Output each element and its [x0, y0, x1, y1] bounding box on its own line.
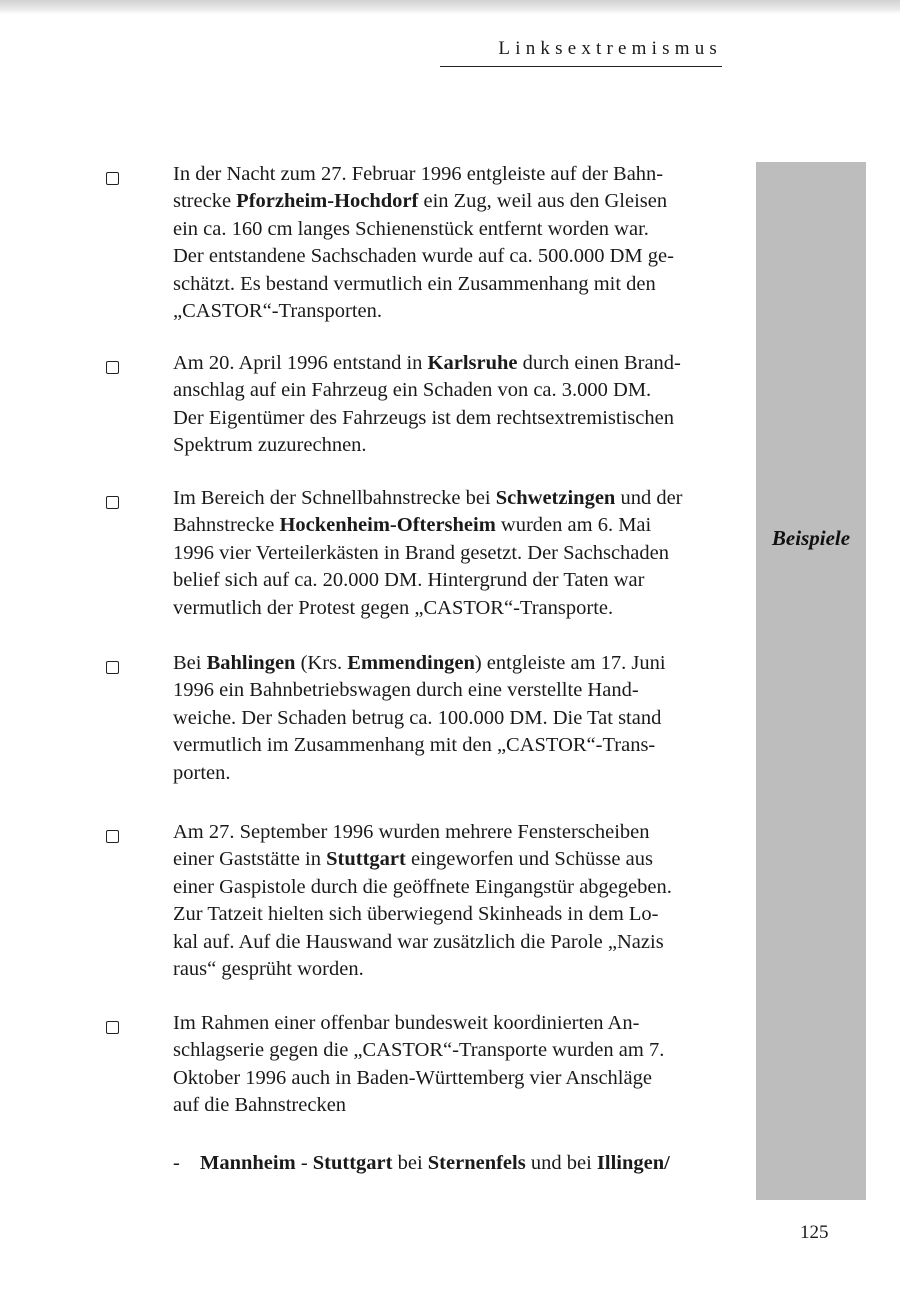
bold-place-name: Emmendingen	[347, 652, 475, 674]
running-head: Linksextremismus	[440, 38, 722, 67]
text-run: durch einen Brand-	[517, 352, 681, 374]
text-run: 1996 vier Verteilerkästen in Brand gesetzt. Der Sachschaden	[173, 541, 670, 564]
text-run: und der	[615, 487, 683, 509]
text-run: schätzt. Es bestand vermutlich ein Zusammenhang mit den	[173, 272, 656, 295]
text-run: ) entgleiste am 17. Juni	[474, 652, 666, 674]
text-run: raus“ gesprüht worden.	[173, 958, 364, 981]
bold-place-name: Bahlingen	[206, 652, 296, 674]
text-run: Bahnstrecke	[173, 514, 280, 537]
checkbox-icon	[106, 661, 119, 674]
text-run: Bei	[173, 652, 207, 674]
text-run: Spektrum zuzurechnen.	[173, 434, 367, 457]
text-run: Der entstandene Sachschaden wurde auf ca. 500.000 DM ge-	[173, 245, 674, 268]
checkbox-icon	[106, 172, 119, 185]
text-run: porten.	[173, 761, 231, 784]
margin-sidebar	[756, 162, 866, 1200]
entry-text	[173, 485, 726, 622]
bold-place-name: Sternenfels	[427, 1152, 526, 1174]
text-run: kal auf. Auf die Hauswand war zusätzlich die Parole „Nazis	[173, 930, 664, 953]
entry-text	[173, 161, 726, 325]
text-run: belief sich auf ca. 20.000 DM. Hintergrund der Taten war	[173, 569, 645, 592]
page-number: 125	[800, 1222, 829, 1243]
bold-place-name: Mannheim	[200, 1152, 296, 1174]
text-run: ein Zug, weil aus den Gleisen	[418, 190, 668, 213]
text-run: eingeworfen und Schüsse aus	[405, 848, 653, 871]
sidebar-label: Beispiele	[771, 526, 851, 550]
bold-place-name: Stuttgart	[326, 848, 406, 871]
text-run: auf die Bahnstrecken	[173, 1094, 347, 1117]
text-run: Im Bereich der Schnellbahnstrecke bei	[173, 487, 496, 509]
text-run: In der Nacht zum 27. Februar 1996 entgleiste auf der Bahn-	[173, 163, 664, 185]
text-run: strecke	[173, 190, 237, 213]
checkbox-icon	[106, 361, 119, 374]
text-run: ein ca. 160 cm langes Schienenstück entfernt worden war.	[173, 217, 649, 240]
entry-text	[173, 650, 726, 787]
text-run: vermutlich der Protest gegen „CASTOR“-Transporte.	[173, 596, 614, 619]
bold-place-name: Illingen/	[596, 1152, 670, 1174]
text-run: Im Rahmen einer offenbar bundesweit koordinierten An-	[173, 1012, 640, 1034]
text-run: Zur Tatzeit hielten sich überwiegend Skinheads in dem Lo-	[173, 903, 659, 926]
sub-bullet-text	[200, 1150, 670, 1177]
text-run: Der Eigentümer des Fahrzeugs ist dem rechtsextremistischen	[173, 406, 674, 429]
text-run: 1996 ein Bahnbetriebswagen durch eine verstellte Hand-	[173, 679, 639, 702]
text-run: -	[295, 1152, 313, 1174]
text-run: anschlag auf ein Fahrzeug ein Schaden von ca. 3.000 DM.	[173, 379, 652, 402]
dash-marker: -	[173, 1152, 180, 1174]
text-run: weiche. Der Schaden betrug ca. 100.000 DM. Die Tat stand	[173, 706, 662, 729]
text-run: (Krs.	[295, 652, 348, 674]
text-run: einer Gaststätte in	[173, 848, 327, 871]
text-run: und bei	[525, 1152, 597, 1174]
bold-place-name: Schwetzingen	[495, 487, 616, 509]
text-run: vermutlich im Zusammenhang mit den „CASTOR“-Trans-	[173, 734, 656, 757]
text-run: wurden am 6. Mai	[495, 514, 652, 537]
checkbox-icon	[106, 830, 119, 843]
bold-place-name: Stuttgart	[312, 1152, 393, 1174]
text-run: „CASTOR“-Transporten.	[173, 300, 382, 323]
text-run: Oktober 1996 auch in Baden-Württemberg vier Anschläge	[173, 1066, 652, 1089]
checkbox-icon	[106, 1021, 119, 1034]
text-run: bei	[392, 1152, 428, 1174]
checkbox-icon	[106, 496, 119, 509]
text-run: schlagserie gegen die „CASTOR“-Transporte wurden am 7.	[173, 1039, 665, 1062]
text-run: einer Gaspistole durch die geöffnete Eingangstür abgegeben.	[173, 875, 672, 898]
entry-text	[173, 350, 726, 460]
bold-place-name: Pforzheim-Hochdorf	[236, 190, 419, 213]
text-run: Am 20. April 1996 entstand in	[173, 352, 428, 374]
entry-text	[173, 1010, 726, 1120]
scan-top-edge	[0, 0, 900, 14]
bold-place-name: Karlsruhe	[427, 352, 518, 374]
bold-place-name: Hockenheim-Oftersheim	[279, 514, 496, 537]
text-run: Am 27. September 1996 wurden mehrere Fensterscheiben	[173, 821, 650, 843]
entry-text	[173, 819, 726, 983]
